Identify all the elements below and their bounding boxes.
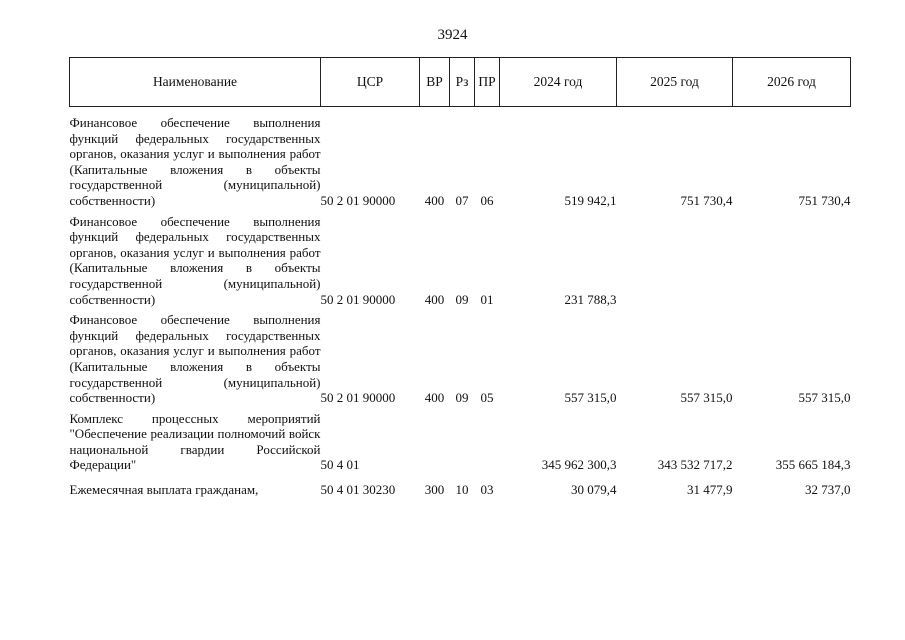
header-year-2024: 2024 год bbox=[500, 58, 617, 107]
row-value-2025: 343 532 717,2 bbox=[657, 457, 733, 473]
row-value-2024: 231 788,3 bbox=[564, 291, 617, 307]
row-value-2024: 519 942,1 bbox=[564, 192, 617, 208]
header-rz: Рз bbox=[450, 58, 475, 107]
header-year-2025: 2025 год bbox=[617, 58, 733, 107]
page-number: 3924 bbox=[437, 27, 468, 43]
row-value-2026: 355 665 184,3 bbox=[775, 457, 851, 473]
row-name: Ежемесячная выплата гражданам, bbox=[69, 482, 259, 498]
row-value-2026 bbox=[733, 209, 851, 308]
header-name: Наименование bbox=[70, 58, 321, 107]
header-pr: ПР bbox=[475, 58, 500, 107]
header-vr: ВР bbox=[420, 58, 450, 107]
row-csr: 50 2 01 90000 bbox=[320, 192, 396, 208]
row-value-2025 bbox=[617, 209, 733, 308]
row-vr bbox=[420, 406, 450, 473]
row-pr: 03 bbox=[480, 482, 494, 498]
row-vr: 400 bbox=[424, 291, 445, 307]
row-pr: 06 bbox=[480, 192, 494, 208]
row-value-2024: 30 079,4 bbox=[571, 482, 617, 498]
table-row bbox=[70, 209, 851, 308]
row-vr: 400 bbox=[424, 192, 445, 208]
row-rz: 09 bbox=[455, 390, 469, 406]
row-vr: 400 bbox=[424, 390, 445, 406]
row-rz bbox=[450, 406, 475, 473]
row-value-2026: 751 730,4 bbox=[798, 192, 851, 208]
row-name: Финансовое обеспечение выполнения функций федеральных государственных органов, оказания услуг и выполнения работ (Капитальные вложения в объекты государственной (муниципальной) собственности) bbox=[69, 115, 321, 208]
row-value-2026: 32 737,0 bbox=[805, 482, 851, 498]
row-pr: 01 bbox=[480, 291, 494, 307]
table-row bbox=[70, 307, 851, 406]
row-rz: 09 bbox=[455, 291, 469, 307]
row-pr: 05 bbox=[480, 390, 494, 406]
row-csr: 50 2 01 90000 bbox=[320, 390, 396, 406]
table-row bbox=[70, 107, 851, 209]
row-csr: 50 2 01 90000 bbox=[320, 291, 396, 307]
row-name: Финансовое обеспечение выполнения функций федеральных государственных органов, оказания услуг и выполнения работ (Капитальные вложения в объекты государственной (муниципальной) собственности) bbox=[69, 213, 321, 307]
row-value-2026: 557 315,0 bbox=[798, 390, 851, 406]
table-row bbox=[70, 473, 851, 498]
row-rz: 10 bbox=[455, 482, 469, 498]
row-name: Комплекс процессных мероприятий "Обеспечение реализации полномочий войск национальной гвардии Российской Федерации" bbox=[69, 410, 321, 473]
row-csr: 50 4 01 30230 bbox=[320, 482, 396, 498]
table-row bbox=[70, 406, 851, 473]
row-value-2025: 751 730,4 bbox=[680, 192, 733, 208]
header-csr: ЦСР bbox=[321, 58, 420, 107]
header-year-2026: 2026 год bbox=[733, 58, 851, 107]
row-value-2025: 31 477,9 bbox=[687, 482, 733, 498]
row-value-2025: 557 315,0 bbox=[680, 390, 733, 406]
row-name: Финансовое обеспечение выполнения функций федеральных государственных органов, оказания услуг и выполнения работ (Капитальные вложения в объекты государственной (муниципальной) собственности) bbox=[69, 312, 321, 406]
row-pr bbox=[475, 406, 500, 473]
row-value-2024: 557 315,0 bbox=[564, 390, 617, 406]
row-csr: 50 4 01 bbox=[320, 457, 360, 473]
row-vr: 300 bbox=[424, 482, 445, 498]
row-rz: 07 bbox=[455, 192, 469, 208]
row-value-2024: 345 962 300,3 bbox=[541, 457, 617, 473]
budget-table bbox=[69, 57, 851, 498]
table-header-row bbox=[70, 58, 851, 107]
